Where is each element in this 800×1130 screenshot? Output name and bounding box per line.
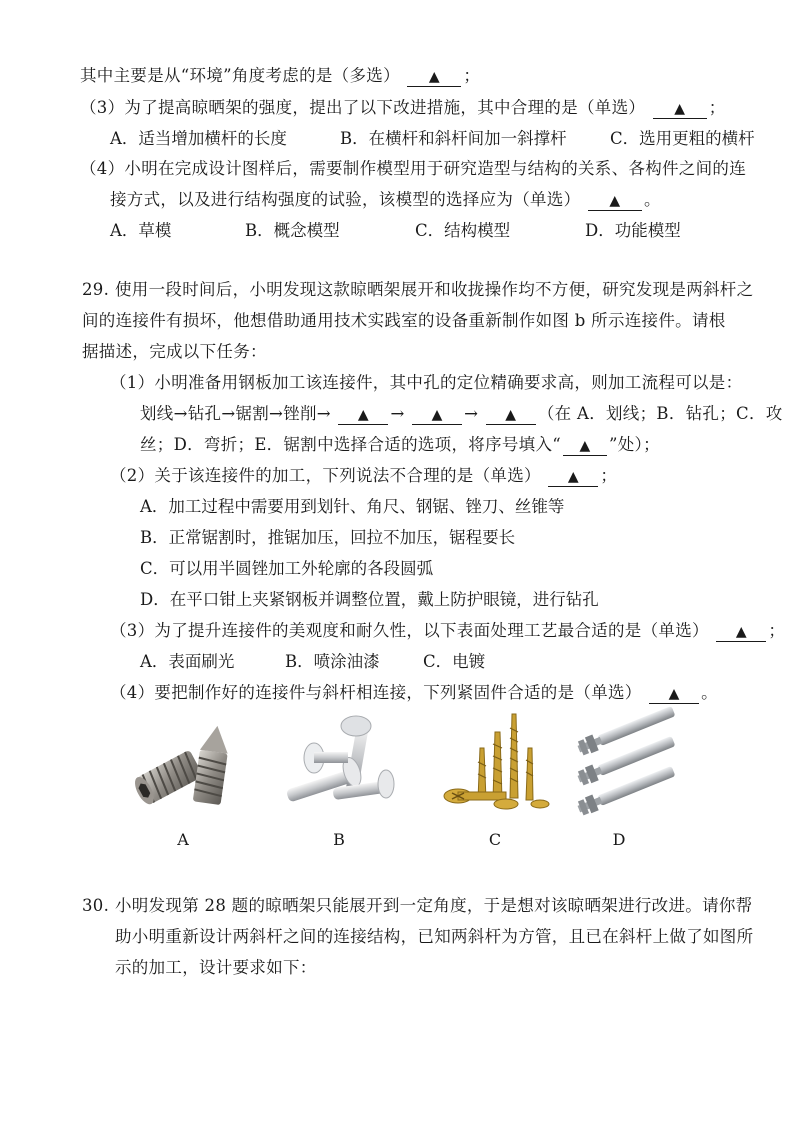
answer-blank[interactable]: ▲	[716, 622, 766, 642]
q30-line1: 小明发现第 28 题的晾晒架只能展开到一定角度，于是想对该晾晒架进行改进。请你帮	[115, 896, 753, 915]
q30-line2: 助小明重新设计两斜杆之间的连接结构，已知两斜杆为方管，且已在斜杆上做了如图所	[115, 927, 754, 946]
q28-sub3-question: （3）为了提高晾晒架的强度，提出了以下改进措施，其中合理的是（单选） ▲ ；	[80, 98, 726, 117]
q30-number: 30.	[82, 896, 110, 915]
q28-sub3-option-a: A．适当增加横杆的长度	[110, 129, 287, 148]
answer-blank[interactable]: ▲	[563, 436, 607, 456]
answer-blank[interactable]: ▲	[486, 405, 536, 425]
answer-blank[interactable]: ▲	[548, 467, 598, 487]
q28-sub4-line1: （4）小明在完成设计图样后，需要制作模型用于研究造型与结构的关系、各构件之间的连	[80, 159, 746, 178]
q29-sub3-option-b: B．喷涂油漆	[285, 652, 380, 671]
figure-label-d: D	[612, 830, 626, 849]
q29-sub3-option-c: C．电镀	[423, 652, 486, 671]
q29-sub1-flow: 划线→钻孔→锯割→锉削→ ▲ → ▲ → ▲ （在 A．划线；B．钻孔；C．攻	[140, 404, 783, 423]
answer-blank[interactable]: ▲	[653, 99, 707, 119]
answer-blank[interactable]: ▲	[407, 67, 461, 87]
wood-screw-image	[440, 708, 550, 814]
figure-label-a: A	[177, 830, 189, 849]
q28-env-question: 其中主要是从“环境”角度考虑的是（多选） ▲ ；	[80, 66, 481, 85]
q28-sub4-option-c: C．结构模型	[415, 221, 511, 240]
q29-sub3-option-a: A．表面刷光	[140, 652, 235, 671]
q29-sub1-line1: （1）小明准备用钢板加工该连接件，其中孔的定位精确要求高，则加工流程可以是：	[110, 373, 743, 392]
answer-blank[interactable]: ▲	[412, 405, 462, 425]
answer-blank[interactable]: ▲	[588, 191, 642, 211]
q29-sub4-question: （4）要把制作好的连接件与斜杆相连接，下列紧固件合适的是（单选） ▲ 。	[110, 683, 718, 702]
q28-sub3-option-c: C．选用更粗的横杆	[610, 129, 755, 148]
q29-sub1-line3: 丝；D．弯折；E．锯割中选择合适的选项，将序号填入“ ▲ ”处）；	[140, 435, 660, 454]
q29-line1: 使用一段时间后，小明发现这款晾晒架展开和收拢操作均不方便，研究发现是两斜杆之	[115, 280, 754, 299]
set-screw-image	[135, 722, 245, 814]
q28-sub4-option-b: B．概念模型	[245, 221, 340, 240]
q29-sub3-question: （3）为了提升连接件的美观度和耐久性，以下表面处理工艺最合适的是（单选） ▲ ；	[110, 621, 786, 640]
rivet-image	[278, 714, 403, 814]
answer-blank[interactable]: ▲	[338, 405, 388, 425]
q28-sub3-option-b: B．在横杆和斜杆间加一斜撑杆	[340, 129, 567, 148]
q29-sub2-option-c: C．可以用半圆锉加工外轮廓的各段圆弧	[140, 559, 434, 578]
figure-label-c: C	[488, 830, 502, 849]
q28-sub4-option-d: D．功能模型	[585, 221, 681, 240]
figure-label-b: B	[333, 830, 345, 849]
q28-sub4-line2: 接方式，以及进行结构强度的试验，该模型的选择应为（单选） ▲ 。	[110, 190, 661, 209]
q29-line3: 据描述，完成以下任务：	[82, 342, 267, 361]
expansion-bolt-image	[568, 712, 688, 808]
q29-sub2-option-b: B．正常锯割时，推锯加压，回拉不加压，锯程要长	[140, 528, 516, 547]
q29-sub2-option-a: A．加工过程中需要用到划针、角尺、钢锯、锉刀、丝锥等	[140, 497, 565, 516]
q28-sub4-option-a: A．草模	[110, 221, 172, 240]
q29-number: 29.	[82, 280, 110, 299]
q30-line3: 示的加工，设计要求如下：	[115, 958, 317, 977]
answer-blank[interactable]: ▲	[649, 684, 699, 704]
q29-line2: 间的连接件有损坏，他想借助通用技术实践室的设备重新制作如图 b 所示连接件。请根	[82, 311, 726, 330]
q29-sub2-question: （2）关于该连接件的加工，下列说法不合理的是（单选） ▲ ；	[110, 466, 618, 485]
q29-sub2-option-d: D．在平口钳上夹紧钢板并调整位置，戴上防护眼镜，进行钻孔	[140, 590, 599, 609]
